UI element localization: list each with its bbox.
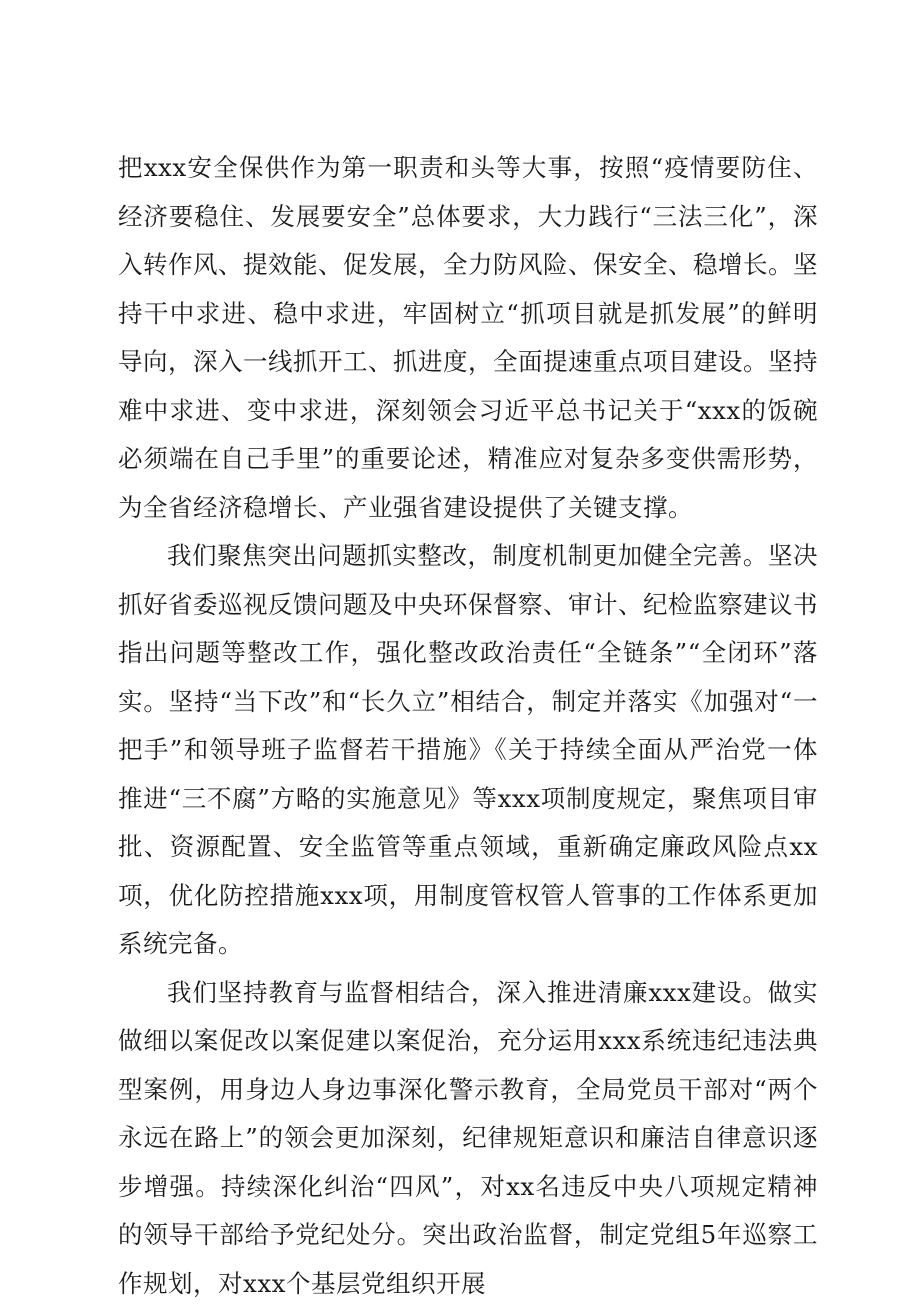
paragraph-3: 我们坚持教育与监督相结合，深入推进清廉xxx建设。做实做细以案促改以案促建以案促治，充分运用xxx系统违纪违法典型案例，用身边人身边事深化警示教育，全局党员干部对“两个永远在路上”的领会更加深刻，纪律规矩意识和廉洁自律意识逐步增强。持续深化纠治“四风”，对xx名违反中央八项规定精神的领导干部给予党纪处分。突出政治监督，制定党组5年巡察工作规划，对xxx个基层党组织开展 bbox=[118, 969, 818, 1308]
document-body bbox=[118, 144, 818, 1308]
paragraph-2: 我们聚焦突出问题抓实整改，制度机制更加健全完善。坚决抓好省委巡视反馈问题及中央环保督察、审计、纪检监察建议书指出问题等整改工作，强化整改政治责任“全链条”“全闭环”落实。坚持“当下改”和“长久立”相结合，制定并落实《加强对“一把手”和领导班子监督若干措施》《关于持续全面从严治党一体推进“三不腐”方略的实施意见》等xxx项制度规定，聚焦项目审批、资源配置、安全监管等重点领域，重新确定廉政风险点xx项，优化防控措施xxx项，用制度管权管人管事的工作体系更加系统完备。 bbox=[118, 532, 818, 969]
paragraph-1: 把xxx安全保供作为第一职责和头等大事，按照“疫情要防住、经济要稳住、发展要安全”总体要求，大力践行“三法三化”，深入转作风、提效能、促发展，全力防风险、保安全、稳增长。坚持干中求进、稳中求进，牢固树立“抓项目就是抓发展”的鲜明导向，深入一线抓开工、抓进度，全面提速重点项目建设。坚持难中求进、变中求进，深刻领会习近平总书记关于“xxx的饭碗必须端在自己手里”的重要论述，精准应对复杂多变供需形势，为全省经济稳增长、产业强省建设提供了关键支撑。 bbox=[118, 144, 818, 532]
